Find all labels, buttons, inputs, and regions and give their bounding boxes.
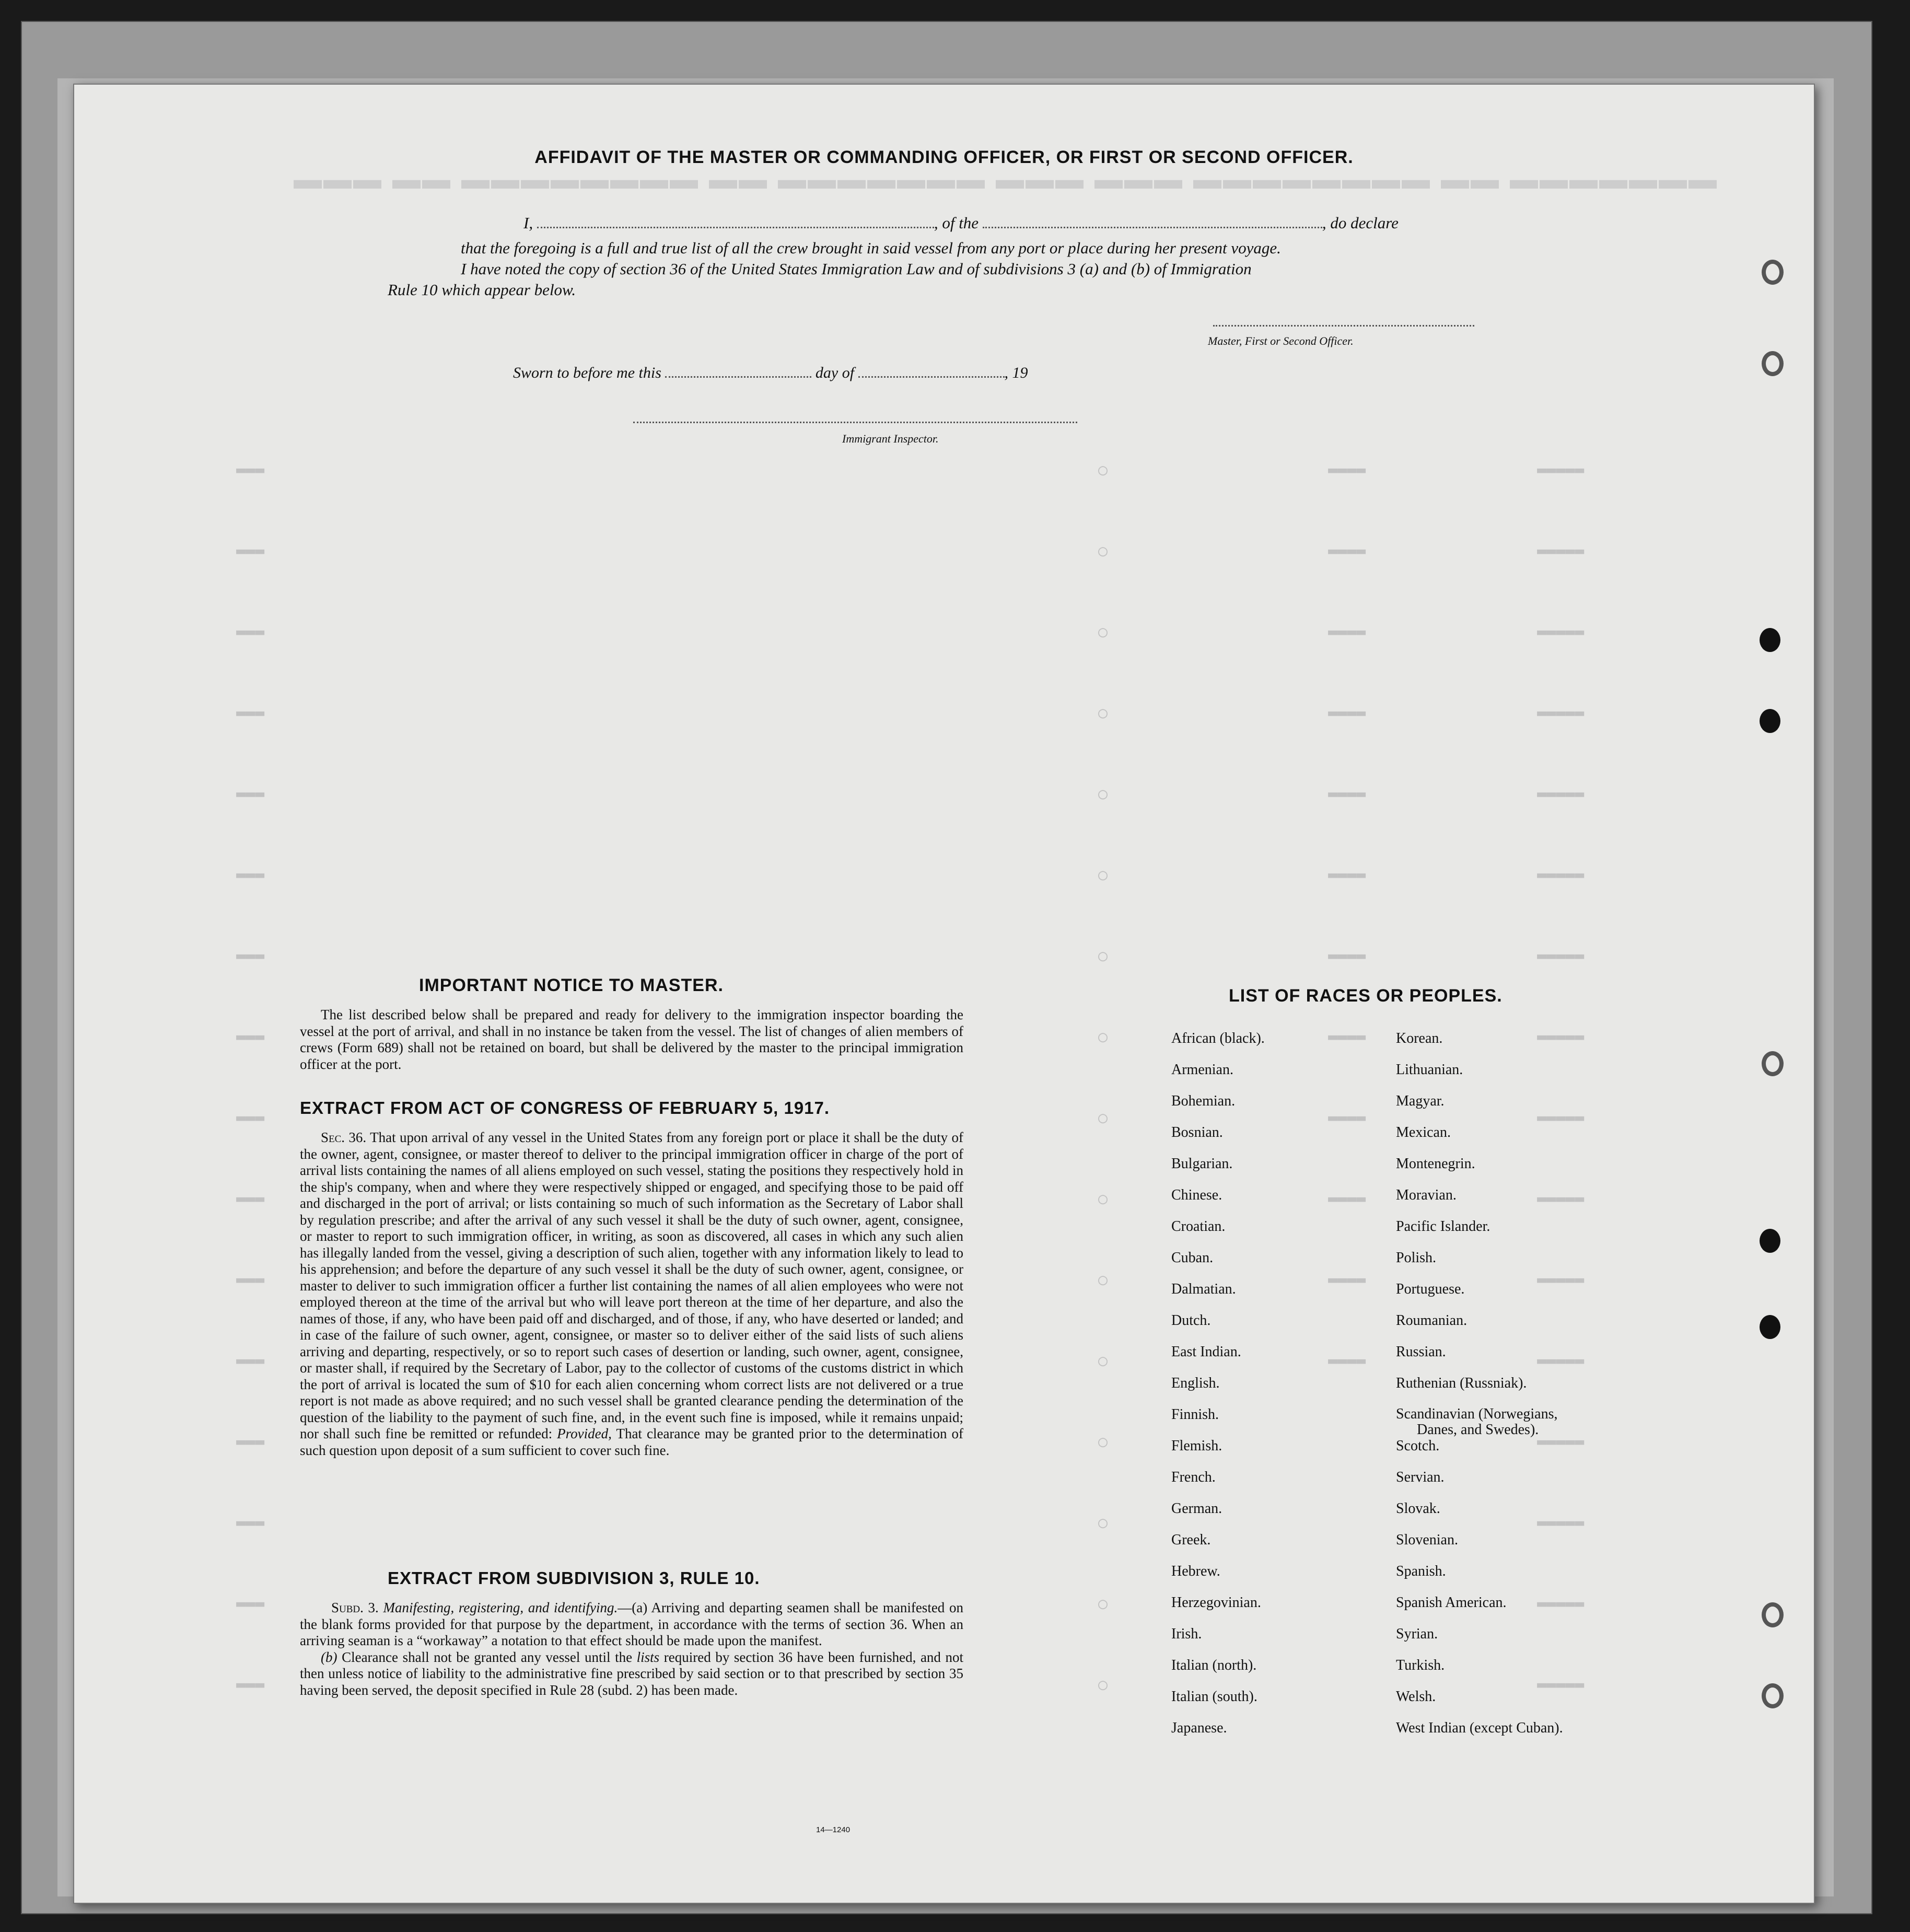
rule-paragraph-b	[300, 1649, 963, 1699]
races-heading: LIST OF RACES OR PEOPLES.	[1229, 986, 1503, 1006]
sworn-year: , 19	[1004, 364, 1028, 381]
sworn-month-blank[interactable]	[858, 376, 1005, 378]
races-left-column	[1171, 1030, 1265, 1751]
bleed-through-column: ▬▬▬ ▬▬▬ ▬▬▬ ▬▬▬ ▬▬▬ ▬▬▬ ▬▬▬ ▬▬▬ ▬▬▬ ▬▬▬ ▬▬▬ ▬▬▬ ▬▬▬ ▬▬▬ ▬▬▬ ▬▬▬	[236, 461, 265, 1694]
race-item: Finnish.	[1171, 1406, 1219, 1423]
race-item: Armenian.	[1171, 1062, 1233, 1078]
race-item: Slovak.	[1396, 1500, 1440, 1517]
rule-extract-text	[300, 1600, 963, 1698]
race-item: East Indian.	[1171, 1344, 1241, 1360]
sec-label: Sec. 36.	[321, 1130, 367, 1145]
binder-hole	[1760, 1229, 1780, 1253]
race-item: Bosnian.	[1171, 1124, 1223, 1140]
race-item: Welsh.	[1396, 1689, 1436, 1705]
race-item: Scotch.	[1396, 1438, 1440, 1454]
para-b-label: (b)	[321, 1649, 337, 1665]
notice-text	[300, 1007, 963, 1073]
race-item: Chinese.	[1171, 1187, 1222, 1203]
race-item: Turkish.	[1396, 1657, 1445, 1673]
race-item: Irish.	[1171, 1626, 1202, 1642]
race-item: Cuban.	[1171, 1250, 1214, 1266]
binder-hole	[1762, 260, 1784, 285]
binder-hole	[1762, 1051, 1784, 1076]
para-b-lists: lists	[636, 1649, 660, 1665]
race-item: Mexican.	[1396, 1124, 1451, 1140]
subd-title: Manifesting, registering, and identifying.	[383, 1600, 618, 1615]
sworn-prefix: Sworn to before me this	[513, 364, 661, 381]
binder-hole	[1762, 1602, 1784, 1627]
subd-label: Subd. 3.	[331, 1600, 379, 1615]
race-item-line: Scandinavian (Norwegians,	[1396, 1406, 1558, 1422]
act-text: That upon arrival of any vessel in the United States from any foreign port or place it shall be the duty of the owner, agent, consignee, or master thereof to deliver to the principal immigration officer in charge of the port of arrival lists containing the names of all aliens employed on such vessel, stating the positions they respectively hold in the ship's company, when and where they were respectively shipped or engaged, and specifying those to be paid off and discharged in the port of arrival; or lists containing so much of such information as the Secretary of Labor shall by regulation prescribe; and after the arrival of any such vessel it shall be the duty of such owner, agent, consignee, or master to report to such immigration officer, in writing, as soon as discovered, all cases in which any such alien has illegally landed from the vessel, giving a description of such alien, together with any information likely to lead to his apprehension; and before the departure of any such vessel it shall be the duty of such owner, agent, consignee, or master to deliver to such immigration officer a further list containing the names of all alien employees who were not employed thereon at the time of the arrival but who will leave port thereon at the time of her departure, and also the names of those, if any, who have been paid off and discharged, and of those, if any, who have deserted or landed; and in case of the failure of such owner, agent, consignee, or master so to deliver either of the said lists of such aliens arriving and departing, respectively, or so to report such cases of desertion or landing, such owner, agent, consignee, or master shall, if required by the Secretary of Labor, pay to the collector of customs of the customs district in which the port of arrival is located the sum of $10 for each alien concerning whom correct lists are not delivered or a true report is not made as above required; and no such vessel shall be granted clearance pending the determination of the question of the liability to the payment of such fine, and, in the event such fine is imposed, while it remains unpaid; nor shall such fine be remitted or refunded:	[300, 1130, 963, 1441]
affidavit-line-3: I have noted the copy of section 36 of the United States Immigration Law and of subdivisions 3 (a) and (b) of Immigration	[461, 260, 1252, 278]
race-item: Flemish.	[1171, 1438, 1222, 1454]
race-item: Portuguese.	[1396, 1281, 1465, 1297]
binder-hole	[1760, 1315, 1780, 1339]
para-b-post: required by section 36 have been furnished, and not then unless notice of liability to the administrative fine prescribed by said section or to that prescribed by section 35 having been served, the deposit specified in Rule 28 (subd. 2) has been made.	[300, 1649, 964, 1698]
affidavit-of-the: , of the	[934, 214, 979, 232]
vessel-blank[interactable]	[983, 227, 1322, 228]
affidavit-line-4: Rule 10 which appear below.	[388, 281, 576, 299]
race-item: Servian.	[1396, 1469, 1445, 1485]
affidavit-i: I,	[523, 214, 533, 232]
signature-line[interactable]	[1213, 325, 1474, 327]
form-number: 14—1240	[816, 1825, 851, 1834]
race-item: Roumanian.	[1396, 1312, 1468, 1329]
race-item: Pacific Islander.	[1396, 1218, 1490, 1235]
bleed-through-column: ▬▬▬▬▬ ▬▬▬▬▬ ▬▬▬▬▬ ▬▬▬▬▬ ▬▬▬▬▬ ▬▬▬▬▬ ▬▬▬▬▬ ▬▬▬▬▬ ▬▬▬▬▬ ▬▬▬▬▬ ▬▬▬▬▬ ▬▬▬▬▬ ▬▬▬▬▬ ▬▬▬▬▬ ▬▬▬▬▬ ▬▬▬▬▬	[1537, 461, 1585, 1694]
sworn-day-label: day of	[815, 364, 855, 381]
race-item: German.	[1171, 1500, 1222, 1517]
para-b-pre: Clearance shall not be granted any vessel until the	[342, 1649, 633, 1665]
act-text-end: That clearance may be granted prior to the determination of such question upon deposit of a sum sufficient to cover such fine.	[300, 1426, 964, 1458]
act-extract-text	[300, 1130, 963, 1459]
race-item: Spanish.	[1396, 1563, 1446, 1579]
race-item: Bohemian.	[1171, 1093, 1236, 1109]
rule-paragraph-a	[300, 1600, 963, 1649]
sworn-line	[513, 364, 1028, 382]
race-item: Italian (north).	[1171, 1657, 1257, 1673]
binder-hole	[1762, 351, 1784, 376]
race-item: Italian (south).	[1171, 1689, 1257, 1705]
act-extract-heading: EXTRACT FROM ACT OF CONGRESS OF FEBRUARY 5, 1917.	[300, 1098, 830, 1118]
race-item: French.	[1171, 1469, 1216, 1485]
race-item: Dalmatian.	[1171, 1281, 1236, 1297]
race-item	[1396, 1406, 1563, 1438]
inspector-label: Immigrant Inspector.	[842, 432, 939, 445]
affidavit-declaration-line	[523, 214, 1399, 232]
race-item: Dutch.	[1171, 1312, 1211, 1329]
race-item-continuation: Danes, and Swedes).	[1417, 1422, 1539, 1438]
signature-label: Master, First or Second Officer.	[1208, 334, 1354, 347]
name-blank[interactable]	[537, 227, 934, 228]
bleed-through-column: ▬▬▬▬ ▬▬▬▬ ▬▬▬▬ ▬▬▬▬ ▬▬▬▬ ▬▬▬▬ ▬▬▬▬ ▬▬▬▬ ▬▬▬▬ ▬▬▬▬ ▬▬▬▬ ▬▬▬▬	[1328, 461, 1366, 1370]
bleed-through-heading: ▬▬▬ ▬▬ ▬▬▬▬▬▬▬▬ ▬▬ ▬▬▬▬▬▬▬ ▬▬▬ ▬▬▬ ▬▬▬▬▬▬▬▬ ▬▬ ▬▬▬▬▬▬▬	[294, 164, 1719, 195]
race-item: Bulgarian.	[1171, 1156, 1233, 1172]
sworn-day-blank[interactable]	[665, 376, 811, 378]
race-item: English.	[1171, 1375, 1220, 1391]
race-item: Magyar.	[1396, 1093, 1445, 1109]
race-item: Hebrew.	[1171, 1563, 1220, 1579]
race-item: Ruthenian (Russniak).	[1396, 1375, 1527, 1391]
act-extract-paragraph	[300, 1130, 963, 1459]
affidavit-page	[73, 84, 1815, 1904]
race-item: Spanish American.	[1396, 1595, 1507, 1611]
bleed-through-column: ○ ○ ○ ○ ○ ○ ○ ○ ○ ○ ○ ○ ○ ○ ○ ○	[1098, 461, 1108, 1694]
binder-hole	[1760, 709, 1780, 733]
binder-hole	[1760, 628, 1780, 652]
race-item: Croatian.	[1171, 1218, 1226, 1235]
race-item: Lithuanian.	[1396, 1062, 1463, 1078]
race-item: Herzegovinian.	[1171, 1595, 1261, 1611]
race-item: Polish.	[1396, 1250, 1437, 1266]
races-right-column	[1396, 1030, 1563, 1751]
binder-hole	[1762, 1683, 1784, 1708]
race-item: West Indian (except Cuban).	[1396, 1720, 1563, 1736]
race-item: Slovenian.	[1396, 1532, 1458, 1548]
affidavit-title: AFFIDAVIT OF THE MASTER OR COMMANDING OFFICER, OR FIRST OR SECOND OFFICER.	[534, 147, 1354, 167]
notice-paragraph: The list described below shall be prepared and ready for delivery to the immigration inspector boarding the vessel at the port of arrival, and shall in no instance be taken from the vessel. The list of changes of alien members of crews (Form 689) shall not be retained on board, but shall be delivered by the master to the principal immigration officer at the port.	[300, 1007, 963, 1072]
race-item: Greek.	[1171, 1532, 1211, 1548]
provided-label: Provided,	[557, 1426, 612, 1441]
rule-para-a: —(a) Arriving and departing seamen shall be manifested on the blank forms provided for that purpose by the department, in accordance with the terms of section 36. When an arriving seaman is a “workaway” a notation to that effect should be made upon the manifest.	[300, 1600, 963, 1648]
race-item: Korean.	[1396, 1030, 1443, 1046]
race-item: Russian.	[1396, 1344, 1446, 1360]
race-item: Montenegrin.	[1396, 1156, 1475, 1172]
rule-extract-heading: EXTRACT FROM SUBDIVISION 3, RULE 10.	[388, 1568, 760, 1588]
affidavit-line-2: that the foregoing is a full and true list of all the crew brought in said vessel from any port or place during her present voyage.	[461, 239, 1281, 257]
notice-heading: IMPORTANT NOTICE TO MASTER.	[419, 975, 724, 995]
inspector-signature-line[interactable]	[633, 422, 1077, 423]
race-item: Japanese.	[1171, 1720, 1227, 1736]
race-item: African (black).	[1171, 1030, 1265, 1046]
race-item: Moravian.	[1396, 1187, 1457, 1203]
race-item: Syrian.	[1396, 1626, 1438, 1642]
affidavit-declare: , do declare	[1322, 214, 1399, 232]
